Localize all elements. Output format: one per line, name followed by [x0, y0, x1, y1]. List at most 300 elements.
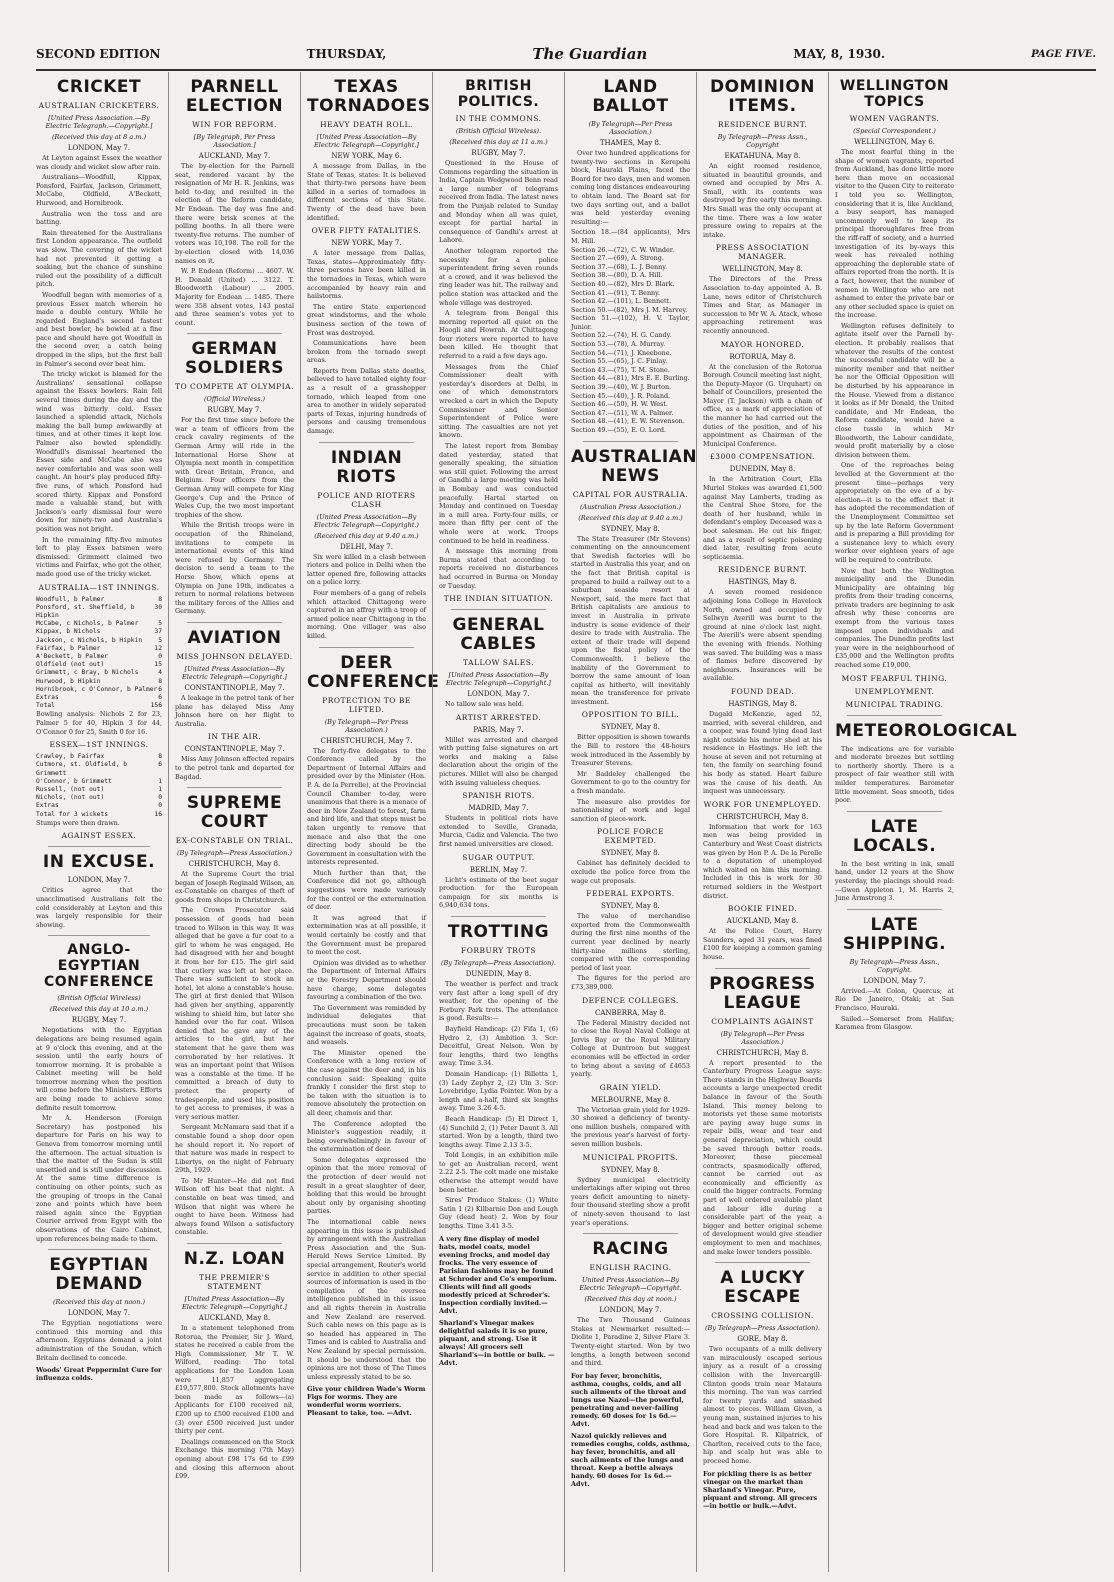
article-body [36, 1026, 162, 1243]
article-body [703, 1345, 822, 1465]
batsman-name: Woodfull, b Palmer [36, 595, 105, 603]
article-divider [187, 333, 282, 334]
article-paragraph: It was agreed that if extermination was at all possible, it would certainly be costly and that the Government must be prepared to meet the cost. [307, 913, 426, 957]
article-body [175, 755, 294, 781]
article-paragraph: Students in political riots have extended to Seville, Granada, Murcia, Cadiz and Valencia. The two first named universities are closed. [439, 814, 558, 849]
article-subhead: SPANISH RIOTS. [462, 791, 535, 801]
batsman-name: Hurwood, b Hipkin [36, 677, 101, 685]
advertisement: For pickling there is as better vinegar on the market than Sharland's Vinegar. Pure, piquant and strong. All grocers—in bottle or bulk.—Advt. [703, 1469, 818, 1510]
article-dateline: SYDNEY, May 8. [601, 723, 660, 732]
article-subhead: TO COMPETE AT OLYMPIA. [175, 382, 294, 392]
article-paragraph: Wellington refuses definitely to agitate itself over the Parnell by-election. It probably realises that whatever the results of the contest the successful candidate will be a minority member and that neither he nor the Official Opposition will be disturbed by his appearance in the House. Viewed from a distance it looks as if Mr Donald, the United candidate, and Mr Endean, the Reform candidate, would have a close tussle in which Mr Bloodworth, the Labour candidate, would profit materially by a close division between them. [835, 321, 954, 459]
batsman-runs: 5 [158, 620, 162, 628]
article-body [703, 1059, 822, 1257]
article-subhead: MOST FEARFUL THING. [841, 673, 948, 683]
article-dateline: THAMES, May 8. [599, 139, 662, 147]
batsman-runs: 6 [158, 693, 162, 701]
article-divider [583, 441, 678, 442]
batsman-runs: 30 [154, 603, 162, 611]
article-headline: SUPREME COURT [186, 793, 283, 833]
batsman-name: Oldfield (not out) [36, 661, 105, 669]
ballot-entry: Section 52.—(74), H. G. Candy. [571, 331, 672, 340]
article-paragraph: Reports from Dallas state deaths, believed to have totalled eighty four as a result of a grasshopper tornado, which leaped from one area to another in widely separated parts of Texas, injuring hundreds of persons and causing tremendous damage. [307, 366, 426, 436]
news-column [828, 72, 1018, 1572]
batsman-runs: 15 [154, 661, 162, 669]
scorecard-row [36, 794, 162, 802]
batsman-name: McCabe, c Nichols, b Palmer [36, 620, 139, 628]
article-paragraph: In the Arbitration Court, Ella Muriel Stokes was awarded £1,500 against May Lamberts, trading as the Central Shoe Store, for the death of her husband, while in defendant's employ. Deceased was a boot salesman. He cut his finger, and as a result of septic poisoning died later, resulting from acute septicaemia. [703, 475, 822, 561]
article-dateline: AUCKLAND, May 8. [198, 1314, 271, 1323]
article-paragraph: Arrived.—At Colon, Quercus; at Rio De Janeiro, Otaki; at San Francisco, Hauraki. [835, 986, 954, 1012]
article-subhead: ARTIST ARRESTED. [455, 712, 542, 722]
article-subhead: HEAVY DEATH ROLL. [320, 120, 413, 129]
article-subhead: PRESS ASSOCIATION MANAGER. [715, 243, 810, 262]
article-subhead: OVER FIFTY FATALITIES. [311, 226, 422, 236]
article-subhead: GRAIN YIELD. [599, 1082, 662, 1092]
article-paragraph: Sydney municipal electricity undertakings after wiping out three years deficit amounting to ninety-four thousand sterling show a profit of ninety-seven thousand to last year's operations. [571, 1175, 690, 1227]
page-number: PAGE FIVE. [1031, 48, 1096, 60]
article-paragraph: Domain Handicap: (1) Billetta 1, (3) Lady Zephyr 2, (2) Uln 3. Scr: Lovebridge, Lydia Pointer. Won by a length and a-half, third six lengths away. Time 3.26 4-5. [439, 1069, 558, 1113]
article-dateline: CHRISTCHURCH, May 7. [320, 736, 413, 745]
article-paragraph: A later message from Dallas, Texas, states—Approximately fifty-three persons have been killed in the tornadoes in Texas, which were accompanied by heavy rain and hailstorms. [307, 249, 426, 301]
article-dateline: CONSTANTINOPLE, May 7. [184, 745, 285, 754]
article-body [439, 700, 558, 709]
article-subhead: THE INDIAN SITUATION. [443, 594, 554, 604]
batsman-runs: 0 [158, 794, 162, 802]
article-subhead: UNEMPLOYMENT. [854, 686, 935, 696]
article-paragraph: Cabinet has definitely decided to exclude the police force from the wage cut proposals. [571, 859, 690, 885]
article-paragraph: Licht's estimate of the beet sugar production for the European campaign for six months is 6,940,634 tons. [439, 875, 558, 910]
article-subhead: ENGLISH RACING. [589, 1263, 672, 1273]
article-body [439, 980, 558, 1231]
article-divider [847, 909, 942, 910]
article-dateline: SYDNEY, May 8. [601, 1165, 660, 1174]
article-divider [583, 1233, 678, 1234]
news-column [696, 72, 828, 1572]
article-dateline: CHRISTCHURCH, May 8. [188, 860, 281, 869]
innings-title: AUSTRALIA—1ST INNINGS. [38, 582, 160, 592]
batsman-runs: 12 [154, 644, 162, 652]
article-subhead: EX-CONSTABLE ON TRIAL. [175, 836, 294, 846]
article [175, 78, 294, 327]
article-dateline: AUCKLAND, May 7. [198, 152, 271, 160]
article [703, 1262, 822, 1509]
article-body [175, 1324, 294, 1481]
article-dateline: CANBERRA, May 8. [594, 1008, 667, 1017]
article-dateline: HASTINGS, May 8. [728, 578, 797, 587]
article-headline: TROTTING [447, 922, 550, 942]
batsman-runs: 5 [158, 636, 162, 644]
article-body [835, 987, 954, 1032]
article-paragraph: In the remaining fifty-five minutes left to play Essex batsmen were dismissed. Grimmett claimed two victims and Fairfax, who got the other, made good use of the tricky wicket. [36, 535, 162, 578]
article-paragraph: Beach Handicap: (5) El Direct 1, (4) Sunchild 2, (1) Peter Daunt 3. All started. Won by a length, third two lengths away. Time 2.13 3-5. [439, 1114, 558, 1149]
article-paragraph: In the best writing in ink, small hand, under 12 years at the Show yesterday, the placings should read:—Gwen Appleton 1, M. Harris 2, June Armstrong 3. [835, 859, 954, 903]
article-body [439, 159, 558, 590]
article-credit: (By Telegraph—Per Press Association.) [720, 1029, 805, 1046]
article-subhead: CROSSING COLLISION. [711, 1311, 814, 1321]
batsman-runs: 8 [158, 595, 162, 603]
article-paragraph: The measure also provides for nationalising of work and legal sanction of piece-work. [571, 797, 690, 823]
batsman-runs: 156 [150, 702, 162, 710]
article-paragraph: The Victorian grain yield for 1929-30 showed a deficiency of twenty-one million bushels, compared with the previous year's harvest of forty-seven million bushels. [571, 1105, 690, 1149]
article-subhead: FORBURY TROTS [460, 946, 537, 955]
article-paragraph: Millet was arrested and charged with putting false signatures on art works and making a false declaration about the origin of the pictures. Millet will also be charged with issuing valueless cheques. [439, 735, 558, 787]
article-headline: ANGLO-EGYPTIAN CONFERENCE [44, 942, 154, 991]
article-headline: LAND BALLOT [592, 77, 669, 116]
article-paragraph: The Crown Prosecutor said possession of goods had been traced to Wilson in this way. It was alleged that he gave a fur coat to a girl to whom he was engaged. He had disagreed with her and bought it from her for £15. The girl said that cutlery was left at her place. There was sufficient to stock an hotel, let alone a constable's house. The girl at first denied that Wilson had given her anything, apparently wishing to shield him, but later she handed over the fur coat. Wilson denied that he gave any of the articles to the girl, but her statement that he gave them was corroborated by her relatives. It was an important point that Wilson was a constable at the time. If he committed a breach of duty to protect the property of tradespeople, and used his position to get access to premises, it was a very serious matter. [175, 906, 294, 1121]
article-dateline: WELLINGTON, May 6. [854, 138, 935, 146]
ballot-entry: Section 49.—(55), E. O. Lord. [571, 426, 667, 434]
batsman-name: Grimmett, c Bray, b Nichols [36, 669, 139, 677]
article-divider [48, 1249, 150, 1250]
article-paragraph: An eight roomed residence, situated in beautiful grounds, and owned and occupied by Mrs A. Small, with its contents was destroyed by fire early this morning. Mrs Small was the only occupant at the time. There was a low water pressure owing to repairs at the intake. [703, 162, 822, 239]
article-body [175, 416, 294, 616]
article-dateline: LONDON, May 7. [67, 1309, 131, 1318]
article-paragraph: The figures for the period are £73,389,000. [571, 974, 690, 991]
article-paragraph: The weather is perfect and track very fast after a long spell of dry weather, for the opening of the Forbury Park trots. The attendance is good. Results:— [439, 980, 558, 1023]
columns [36, 72, 1097, 1572]
article-paragraph: Sergeant McNamara said that if a constable found a shop door open he should report it. No report of that nature was made in respect to Libertys, on the night of February 29th, 1929. [175, 1123, 294, 1175]
article-dateline: AUCKLAND, May 8. [726, 917, 799, 926]
article-paragraph: The State Treasurer (Mr Stevens) commenting on the announcement that Swedish factories will be started in Australia this year, and on the fact that British capital is prepared to build a railway out to a suburban seaside resort at Newport, said, the mere fact that British capitalists are anxious to invest in Australia in private industry is some evidence of their desire to trade with Australia. The extent of their trade will depend upon the fiscal policy of the Commonwealth. I believe the inability of the Government to borrow the same amount of loan capital as hitherto, will inevitably mean the transference for private investment. [571, 534, 690, 706]
article-dateline: DELHI, May 7. [340, 542, 393, 551]
scorecard-row [36, 802, 162, 810]
article-paragraph: At the Supreme Court the trial began of Joseph Reginald Wilson, an ex-Constable on charges of theft of goods from shops in Christchurch. [175, 870, 294, 904]
batsman-runs: 4 [158, 669, 162, 677]
article-paragraph: At the Police Court, Harry Saunders, aged 31 years, was fined £100 for keeping a common gaming house. [703, 927, 822, 961]
article-paragraph: Mr Baddeley challenged the Government to go to the country for a fresh mandate. [571, 769, 690, 796]
article-paragraph: While the British troops were in occupation of the Rhineland, invitations to compete in international events of this kind were refused by Germany. The decision to send a team to the Horse Show, which opens at Olympia on June 19th, indicates a return to normal relations between the military forces of the Allies and Germany. [175, 521, 294, 616]
article [307, 647, 440, 1418]
ballot-results [571, 228, 690, 434]
article [439, 78, 558, 603]
article-paragraph: One of the reproaches being levelled at the Government at the present time—perhaps very appropriately on the eve of a by-election—it is to the effect that it has adopted the recommendation of the Unemployment Committee set up by the late Reform Government and is preparing a Bill providing for a sustenance levy to which every worker over eighteen years of age will be required to contribute. [835, 461, 954, 564]
article-body [571, 535, 690, 707]
scorecard-row [36, 702, 162, 710]
article-paragraph: The Government was reminded by individual delegates that precautions must soon be taken against the increase of goats, stoats, and weasels. [307, 1003, 427, 1047]
received-time: (Received this day at 10 a.m.) [49, 1005, 149, 1014]
article-dateline: LONDON, May 7. [67, 144, 131, 152]
received-time: (Received this day at noon.) [584, 1295, 677, 1304]
article-body [175, 694, 294, 728]
batsman-runs: 1 [158, 785, 162, 793]
article-divider [847, 715, 942, 716]
news-column [36, 72, 168, 1572]
article-paragraph: The Directors of the Press Association to-day appointed A. B. Lane, news editor of Christchurch Times and Star, as Manager in succession to Mr W. A. Atack, whose approaching retirement was recently announced. [703, 275, 822, 335]
scorecard-row [36, 694, 162, 702]
scorecard-row [36, 753, 162, 761]
article [36, 935, 162, 1243]
article [835, 811, 954, 903]
ballot-entry: Section 43.—(75), T. M. Stone. [571, 365, 670, 374]
article-paragraph: In a statement telephoned from Rotorua, the Premier, Sir J. Ward, states he received a cable from the High Commissioner, Mr T. W. Wilford, reading: The total applications for the London Loan were 11,857 aggregating £19,577,800. Stock allotments have been made as follows—(a) Applicants for £100 received nil, £200 up to £500 received £100 and (3) over £500 received just under thirty per cent. [175, 1324, 294, 1436]
article-credit: (Australian Press Association.) [580, 502, 681, 511]
batsman-runs: 8 [158, 753, 162, 761]
article-body [703, 927, 822, 961]
article-paragraph: Four members of a gang of rebels which attacked Chittagong were captured in an affray with a troop of armed police near Chittagong in the morning. One villager was also killed. [307, 589, 426, 640]
article [36, 78, 162, 840]
article-paragraph: Woodfull began with memories of a previous Essex match wherein he made a double century. While he regarded England's second fastest and best bowler, he bowled at a fine pace and should have got Woodfull in the second over, a catch being dropped in the slips, but the first ball in Palmer's second over beat him. [36, 290, 162, 368]
ballot-entry: Section 42.—(101), L. Bennett. [571, 297, 672, 306]
article-subhead: MUNICIPAL PROFITS. [582, 1152, 679, 1162]
article-body [703, 475, 822, 561]
article-paragraph: Dugald McKenzie, aged 52, married, with several children, and a cooper, was found lying dead last night outside his motor shed at his residence in Hastings. He left the house at seven and not returning at ten, the family on searching found his body as stated. Heart failure was the cause of his death. An inquest was unnecessary. [703, 709, 822, 796]
article-subhead: POLICE AND RIOTERS CLASH [317, 490, 416, 509]
article-paragraph: The value of merchandise exported from the Commonwealth during the first nine months of the current year declined by nearly thirty-nine millions sterling, compared with the corresponding period of last year. [571, 912, 690, 972]
article-paragraph: At the conclusion of the Rotorua Borough Council meeting last night, the Deputy-Mayor (G. Urquhart) on behalf of Councillors, presented the Mayor (T. Jackson) with a chain of office, as a mark of appreciation of the manner he had carried out the duties of the position, and of his appointment as Chairman of the Municipal Conference. [703, 362, 822, 448]
article-dateline: RUGBY, May 7. [207, 406, 262, 415]
article-subhead: POLICE FORCE EXEMPTED. [597, 827, 664, 846]
article-divider [451, 916, 546, 917]
article-credit: [By Telegraph, Per Press Association.] [193, 133, 276, 149]
article-paragraph: Sailed.—Somerset from Halifax; Karamea from Glasgow. [835, 1014, 954, 1032]
article-paragraph: The entire State experienced great windstorms, and the whole business section of the town of Frost was destroyed. [307, 302, 426, 337]
article-subhead: MISS JOHNSON DELAYED. [176, 651, 293, 661]
article-dateline: SYDNEY, May 8. [601, 849, 660, 858]
article-credit: [United Press Association—By Electric Telegraph—Copyright.] [182, 1295, 287, 1312]
batsman-name: Hornibrook, c O'Connor, b Palmer [36, 685, 158, 693]
article-paragraph: Sires' Produce Stakes: (1) White Satin 1 (2) Kilbarnie Don and Lough Guy (dead heat) 2. Won by four lengths. Time 3.41 3-5. [439, 1196, 558, 1231]
article-divider [715, 1262, 810, 1263]
article-body [703, 162, 822, 239]
ballot-entry: Section 27.—(69), A. Strong. [571, 254, 664, 263]
article [175, 1243, 294, 1481]
received-time: (Received this day at 9.40 a.m.) [314, 531, 419, 540]
article-body [36, 886, 162, 929]
article-subhead: AGAINST ESSEX. [61, 831, 137, 841]
batsman-name: A'Beckett, b Palmer [36, 652, 109, 660]
article-body [703, 588, 822, 683]
article-credit: (By Telegraph—Press Association). [441, 959, 556, 967]
article-paragraph: Now that both the Wellington municipality and the Dunedin Municipality are obtaining big profits from their trading concerns, private traders are beginning to ask afresh why these concerns are exempt from the various taxes imposed upon individuals and companies. The Dunedin profits last year were in the neighbourhood of £35,000 and the Wellington profits reached some £19,000. [835, 566, 954, 670]
received-time: (Received this day at 9.40 a.m.) [578, 513, 683, 522]
article-dateline: HASTINGS, May 8. [728, 699, 797, 708]
article [571, 1233, 690, 1488]
article-paragraph: A telegram from Bengal this morning reported all quiet on the Hoogli and Howrah. At Chittagong four rioters were reported to have been killed. He thought that referred to a raid a few days ago. [439, 309, 558, 361]
article-paragraph: Communications have been broken from the tornado swept areas. [307, 339, 426, 365]
article-body [571, 912, 690, 991]
batsman-runs: 37 [154, 628, 162, 636]
article-headline: PARNELL ELECTION [185, 77, 284, 116]
scorecard-row [36, 596, 162, 604]
article [703, 968, 822, 1257]
received-time: (Received this day at 8 a.m.) [51, 133, 147, 141]
article-paragraph: Two occupants of a milk delivery van miraculously escaped serious injury as a result of a crossing collision with the Invercargill-Clinton goods train near Mataura this morning. The van was carried for twenty yards and smashed almost to pieces. William Given, a young man, sustained injuries to his head and back and was taken to the Gore Hospital. R. Kilpatrick, of Charlton, received cuts to the face, hip and scalp but was able to proceed home. [703, 1345, 822, 1465]
article-credit: (By Telegraph—Press Association). [705, 1324, 820, 1333]
masthead [36, 42, 1096, 66]
article [175, 787, 294, 1237]
article-body [36, 1319, 162, 1362]
article-credit: (United Press Association—By Electric Telegraph—Copyright.) [314, 512, 419, 529]
article-credit: (Special Correspondent.) [853, 127, 936, 135]
batsman-name: Russell, (not out) [36, 785, 105, 793]
article-paragraph: The Minister opened the Conference with a long review of the case against the deer and, in his conclusion said: Speaking quite frankly I consider the first step to be taken with the situation is to remove absolutely the protection on all deer, chamois and thar. [307, 1048, 426, 1117]
article-paragraph: Told Longis, in an exhibition mile to get an Australian record, went 2.22 2-5. The colt made one mistake otherwise the attempt would have been better. [439, 1151, 558, 1194]
article-paragraph: The by-election for the Parnell seat, rendered vacant by the resignation of Mr H. R. Jenkins, was held to-day, and resulted in the election of the Reform candidate, Mr Endean. The day was fine and there were brisk scenes at the polling booths. In all there were twenty-five returns. The number of voters was 10,198. The roll for the by-election closed with 14,036 names on it. [175, 162, 294, 265]
article-credit: By Telegraph—Press Assn., Copyright. [849, 957, 940, 974]
article [175, 333, 294, 616]
article-headline: LATE LOCALS. [852, 816, 937, 856]
ballot-entry: Section 37.—(68), L. J. Benny. [571, 262, 668, 271]
article-credit: (By Telegraph—Press Association.) [177, 849, 292, 858]
article-dateline: EKATAHUNA, May 8. [724, 152, 801, 160]
article-dateline: LONDON, May 7. [599, 1306, 662, 1315]
article-headline: AUSTRALIAN NEWS [571, 446, 698, 486]
scorecard-row [36, 628, 162, 636]
advertisement: Woods' Great Peppermint Cure for influenza colds. [36, 1366, 162, 1383]
ballot-entry: Section 55.—(65), J. C. Finlay. [571, 357, 668, 366]
ballot-entry: Section 44.—(81), Mrs E. E. Burling. [571, 374, 690, 383]
article-credit: (By Telegraph—Per Press Association.) [588, 120, 673, 136]
batsman-name: Total for 3 wickets [36, 810, 109, 818]
batsman-runs: 6 [158, 685, 162, 693]
date-label: MAY, 8, 1930. [793, 47, 886, 61]
scorecard-row [36, 811, 162, 819]
article-body [175, 870, 294, 1237]
article-headline: TEXAS TORNADOES [307, 77, 431, 116]
article [175, 622, 294, 781]
scorecard-row [36, 620, 162, 628]
ballot-entry: Section 48.—(41), E. W. Stevenson. [571, 417, 685, 426]
scorecard [36, 596, 162, 711]
batsman-name: Jackson, c Nichols, b Hipkin [36, 636, 143, 644]
advertisement: A very fine display of model hats, model coats, model evening frocks, and model day frocks. The very essence of Parisian fashions may be found at Schroder and Co's emporium. Clients will find all goods modestly priced at Schroder's. Inspection cordially invited.—Advt. [439, 1234, 557, 1315]
article-credit: (Official Wireless.) [203, 395, 266, 404]
ballot-entry: Section 53.—(78), A. Murray. [571, 340, 666, 349]
batsman-runs: 0 [158, 652, 162, 660]
article [835, 909, 954, 1032]
ballot-entry: Section 26.—(72), C. W. Winder. [571, 245, 675, 254]
article-paragraph: The forty-five delegates to the Conference called by the Department of Internal Affairs and presided over by the Minister (Hon. P. A. de la Perrelle), at the Provincial Council Chamber to-day, were unanimous that there is a menace of deer in New Zealand to forest, farm and bird life, and that steps must be taken urgently to remove that menace and also that the one directing body should be the Government in consultation with the interests represented. [307, 746, 427, 867]
article-paragraph: Messages from the Chief Commissioner dealt with yesterday's disorders at Delhi, in one of which demonstrators wrecked a cart in which the Deputy Commissioner and Senior Superintendent of Police were sitting. The casualties are not yet known. [439, 362, 558, 440]
article-body [36, 154, 162, 579]
article-paragraph: The Two Thousand Guineas Stakes at Newmarket resulted:—Diolite 1, Paradine 2, Silver Flare 3. Twenty-eight started. Won by two lengths, a length between second and third. [571, 1316, 690, 1368]
article-headline: DOMINION ITEMS. [709, 77, 816, 116]
article-paragraph: Another telegram reported the necessity for a police superintendent firing seven rounds at a crowd, and it was believed the ring leader was hit. The railway and police station was attacked and the whole village was destroyed. [439, 246, 558, 307]
article-credit: (British Official Wireless). [455, 127, 542, 135]
article-paragraph: Negotiations with the Egyptian delegations are being resumed again at 9 o'clock this evening, and at the session until the early hours of tomorrow morning. It is probable a Cabinet meeting will be held tomorrow morning when the position will come before the Ministers. Efforts are being made to achieve some definite result tomorrow. [36, 1026, 162, 1112]
article-paragraph: Bitter opposition is shown towards the Bill to restore the 48-hours week introduced in the Assembly by Treasurer Stevens. [571, 733, 690, 768]
article-paragraph: A message from Dallas, in the State of Texas, states: It is believed that thirty-two persons have been killed in a series of tornadoes in different sections of this State. Twenty of the dead have been identified. [307, 162, 426, 222]
batsman-name: Fairfax, b Palmer [36, 644, 101, 652]
scorecard [36, 753, 162, 819]
received-time: (Received this day at noon.) [53, 1298, 145, 1307]
ballot-entry: Section 50.—(82), Mrs J. M. Harvey. [571, 305, 688, 314]
stumps-note: Stumps were then drawn. [36, 818, 120, 827]
article-dateline: NEW YORK, May 6. [331, 152, 402, 160]
cable-notice: The international cable news appearing in this issue is published by arrangement with the Australian Press Association and the Sun-Herald News Service Limited. By special arrangement, Reuter's world service in addition to other special sources of information is used in the compilation of the oversea intelligence published in this issue and all rights therein in Australia and New Zealand are reserved. Such cable news on this page as is so headed has appeared in The Times and is cabled to Australia and New Zealand by special permission. It should be understood that the opinions are not those of The Times unless expressly stated to be so. [307, 1218, 426, 1381]
article-headline: GERMAN SOLDIERS [185, 339, 284, 379]
masthead-rule [36, 69, 1096, 71]
article-divider [847, 811, 942, 812]
article-paragraph: Critics agree that the unacclimatised Australians felt the cold considerably at Leyton and this was largely responsible for their showing. [36, 886, 162, 929]
ballot-entry: Section 45.—(40), J. R. Poland. [571, 391, 671, 400]
batsman-runs: 6 [158, 761, 162, 769]
article-paragraph: Some delegates expressed the opinion that the more removal of the protection of deer would not result in a great slaughter of deer, holding that this would be brought about only by organising shooting parties. [307, 1155, 426, 1216]
day-label: THURSDAY, [306, 47, 387, 61]
scorecard-row [36, 661, 162, 669]
article-dateline: PARIS, May 7. [473, 725, 524, 734]
article-headline: INDIAN RIOTS [330, 447, 403, 487]
article-body [307, 162, 426, 222]
article-paragraph: Australians—Woodfull, Kippax, Ponsford, Fairfax, Jackson, Grimmett, McCabe, Oldfield, A'Beckett, Hurwood, and Hornibrook. [36, 173, 162, 207]
article-dateline: RUGBY, May 7. [471, 149, 526, 157]
article-dateline: LONDON, May 7. [863, 976, 926, 985]
article-headline: LATE SHIPPING. [842, 914, 947, 954]
article-headline: IN EXCUSE. [42, 852, 156, 873]
article-paragraph: Miss Amy Johnson effected repairs to the petrol tank and departed for Bagdad. [175, 755, 294, 781]
article-body [703, 823, 822, 900]
ballot-entry: Section 39.—(40), W. J. Burton. [571, 383, 672, 392]
article-body [571, 1106, 690, 1149]
article-subhead: COMPLAINTS AGAINST [711, 1016, 814, 1026]
article-credit: [United Press Association—By Electric Telegraph—Copyright.] [314, 133, 419, 149]
ballot-entry: Section 41.—(91), T. Benny. [571, 288, 660, 297]
advertisement: For bay fever, bronchitis, asthma, coughs, colds, and all such ailments of the throat and lungs use Nazol—the powerful, penetrating and never-failing remedy. 60 doses for 1s 6d.—Advt. [571, 1371, 687, 1428]
article-paragraph: A report presented to the Canterbury Progress League says: There stands in the Highway Boards accounts a large unexpected credit balance in favour of the South Island. This money belong to motorists yet these same motorists are paying away huge sums in repair bills, wear and tear and general depreciation, which could be saved through better roads. Moreover, these piecemeal contracts, spasmodically offered, cannot be carried out as economically and efficiently as could the bigger contracts. Forming part of well ordered available plant and labour idle during a considerable part of the year, a bigger and better original scheme of development would give steadier employment to men and machines, and make lower tenders possible. [703, 1058, 822, 1256]
article [307, 442, 426, 641]
article [439, 916, 558, 1367]
article-headline: A LUCKY ESCAPE [720, 1268, 805, 1308]
article-headline: PROGRESS LEAGUE [709, 973, 816, 1013]
article-body [571, 1176, 690, 1228]
article-headline: WELLINGTON TOPICS [839, 78, 950, 110]
scorecard-row [36, 778, 162, 786]
article-dateline: NEW YORK, May 7. [331, 239, 402, 248]
article [835, 78, 954, 709]
article-subhead: MUNICIPAL TRADING. [845, 699, 944, 709]
scorecard-row [36, 604, 162, 620]
batsman-name: Ponsford, st. Sheffield, b Hipkin [36, 603, 135, 619]
article [439, 609, 558, 910]
ballot-entry: Section 54.—(71), J. Kneebone. [571, 348, 672, 357]
article-body [571, 149, 690, 226]
article-divider [187, 622, 282, 623]
article-subhead: IN THE COMMONS. [455, 114, 542, 123]
scorecard-row [36, 669, 162, 677]
scorecard-row [36, 761, 162, 777]
batsman-name: Cutmore, st. Oldfield, b Grimmett [36, 761, 127, 777]
news-column [564, 72, 696, 1572]
article-paragraph: Questioned in the House of Commons regarding the situation in India, Captain Wedgwood Benn read a large number of telegrams received from India. The latest news from the Punjab related to Sunday and Monday when all was quiet, except for partial hartal in consequence of Gandhi's arrest at Lahore. [439, 159, 558, 245]
batsman-runs: 1 [158, 777, 162, 785]
advertisement: Sharland's Vinegar makes delightful salads it is so pure, piquant, and strong. Use it always! All grocers sell Sharland's—in bottle or bulk. —Advt. [439, 1318, 555, 1367]
article-body [835, 148, 954, 670]
article-paragraph: Mr A. Henderson (Foreign Secretary) has postponed his departure for Paris on his way to Geneva from tomorrow morning until the afternoon. The actual situation is that the matter of the Sudan is still unsettled and is still under discussion. At the same time difference is continuing on other points, such as the grouping of troops in the Canal zone and points which have been raised again since the Egyptian Courier arrived from Egypt with the observations of the Cairo Cabinet, upon references being made to them. [36, 1114, 162, 1243]
article-body [439, 876, 558, 910]
article [307, 77, 431, 436]
article-dateline: LONDON, May 7. [467, 690, 530, 699]
article-subhead: WORK FOR UNEMPLOYED. [703, 799, 822, 809]
publication-title: The Guardian [532, 45, 648, 63]
batsman-name: Kippax, b Nichols [36, 628, 101, 636]
article-body [307, 249, 426, 435]
ballot-entry: Section 38.—(80), D. A. Hill. [571, 271, 663, 280]
article-subhead: THE PREMIER'S STATEMENT [198, 1273, 271, 1292]
article-subhead: TALLOW SALES. [463, 658, 534, 668]
article-headline: AVIATION [187, 627, 282, 648]
article-paragraph: Six were killed in a clash between rioters and police in Delhi when the latter opened fire, following attacks on a police lorry. [307, 552, 426, 587]
article-subhead: BOOKIE FINED. [727, 904, 798, 914]
article-paragraph: The Egyptian negotiations were continued this morning and this afternoon. Egyptians demand a joint administration of the Soudan, which Britain declined to concede. [36, 1319, 162, 1362]
article-divider [48, 935, 150, 936]
batsman-name: Total [36, 702, 55, 710]
article-body [175, 162, 294, 327]
article-subhead: RESIDENCE BURNT. [717, 565, 808, 575]
article-credit: [United Press Association.—By Electric Telegraph.—Copyright.] [45, 114, 153, 130]
scorecard-row [36, 645, 162, 653]
article-credit: (British Official Wireless) [57, 994, 141, 1003]
